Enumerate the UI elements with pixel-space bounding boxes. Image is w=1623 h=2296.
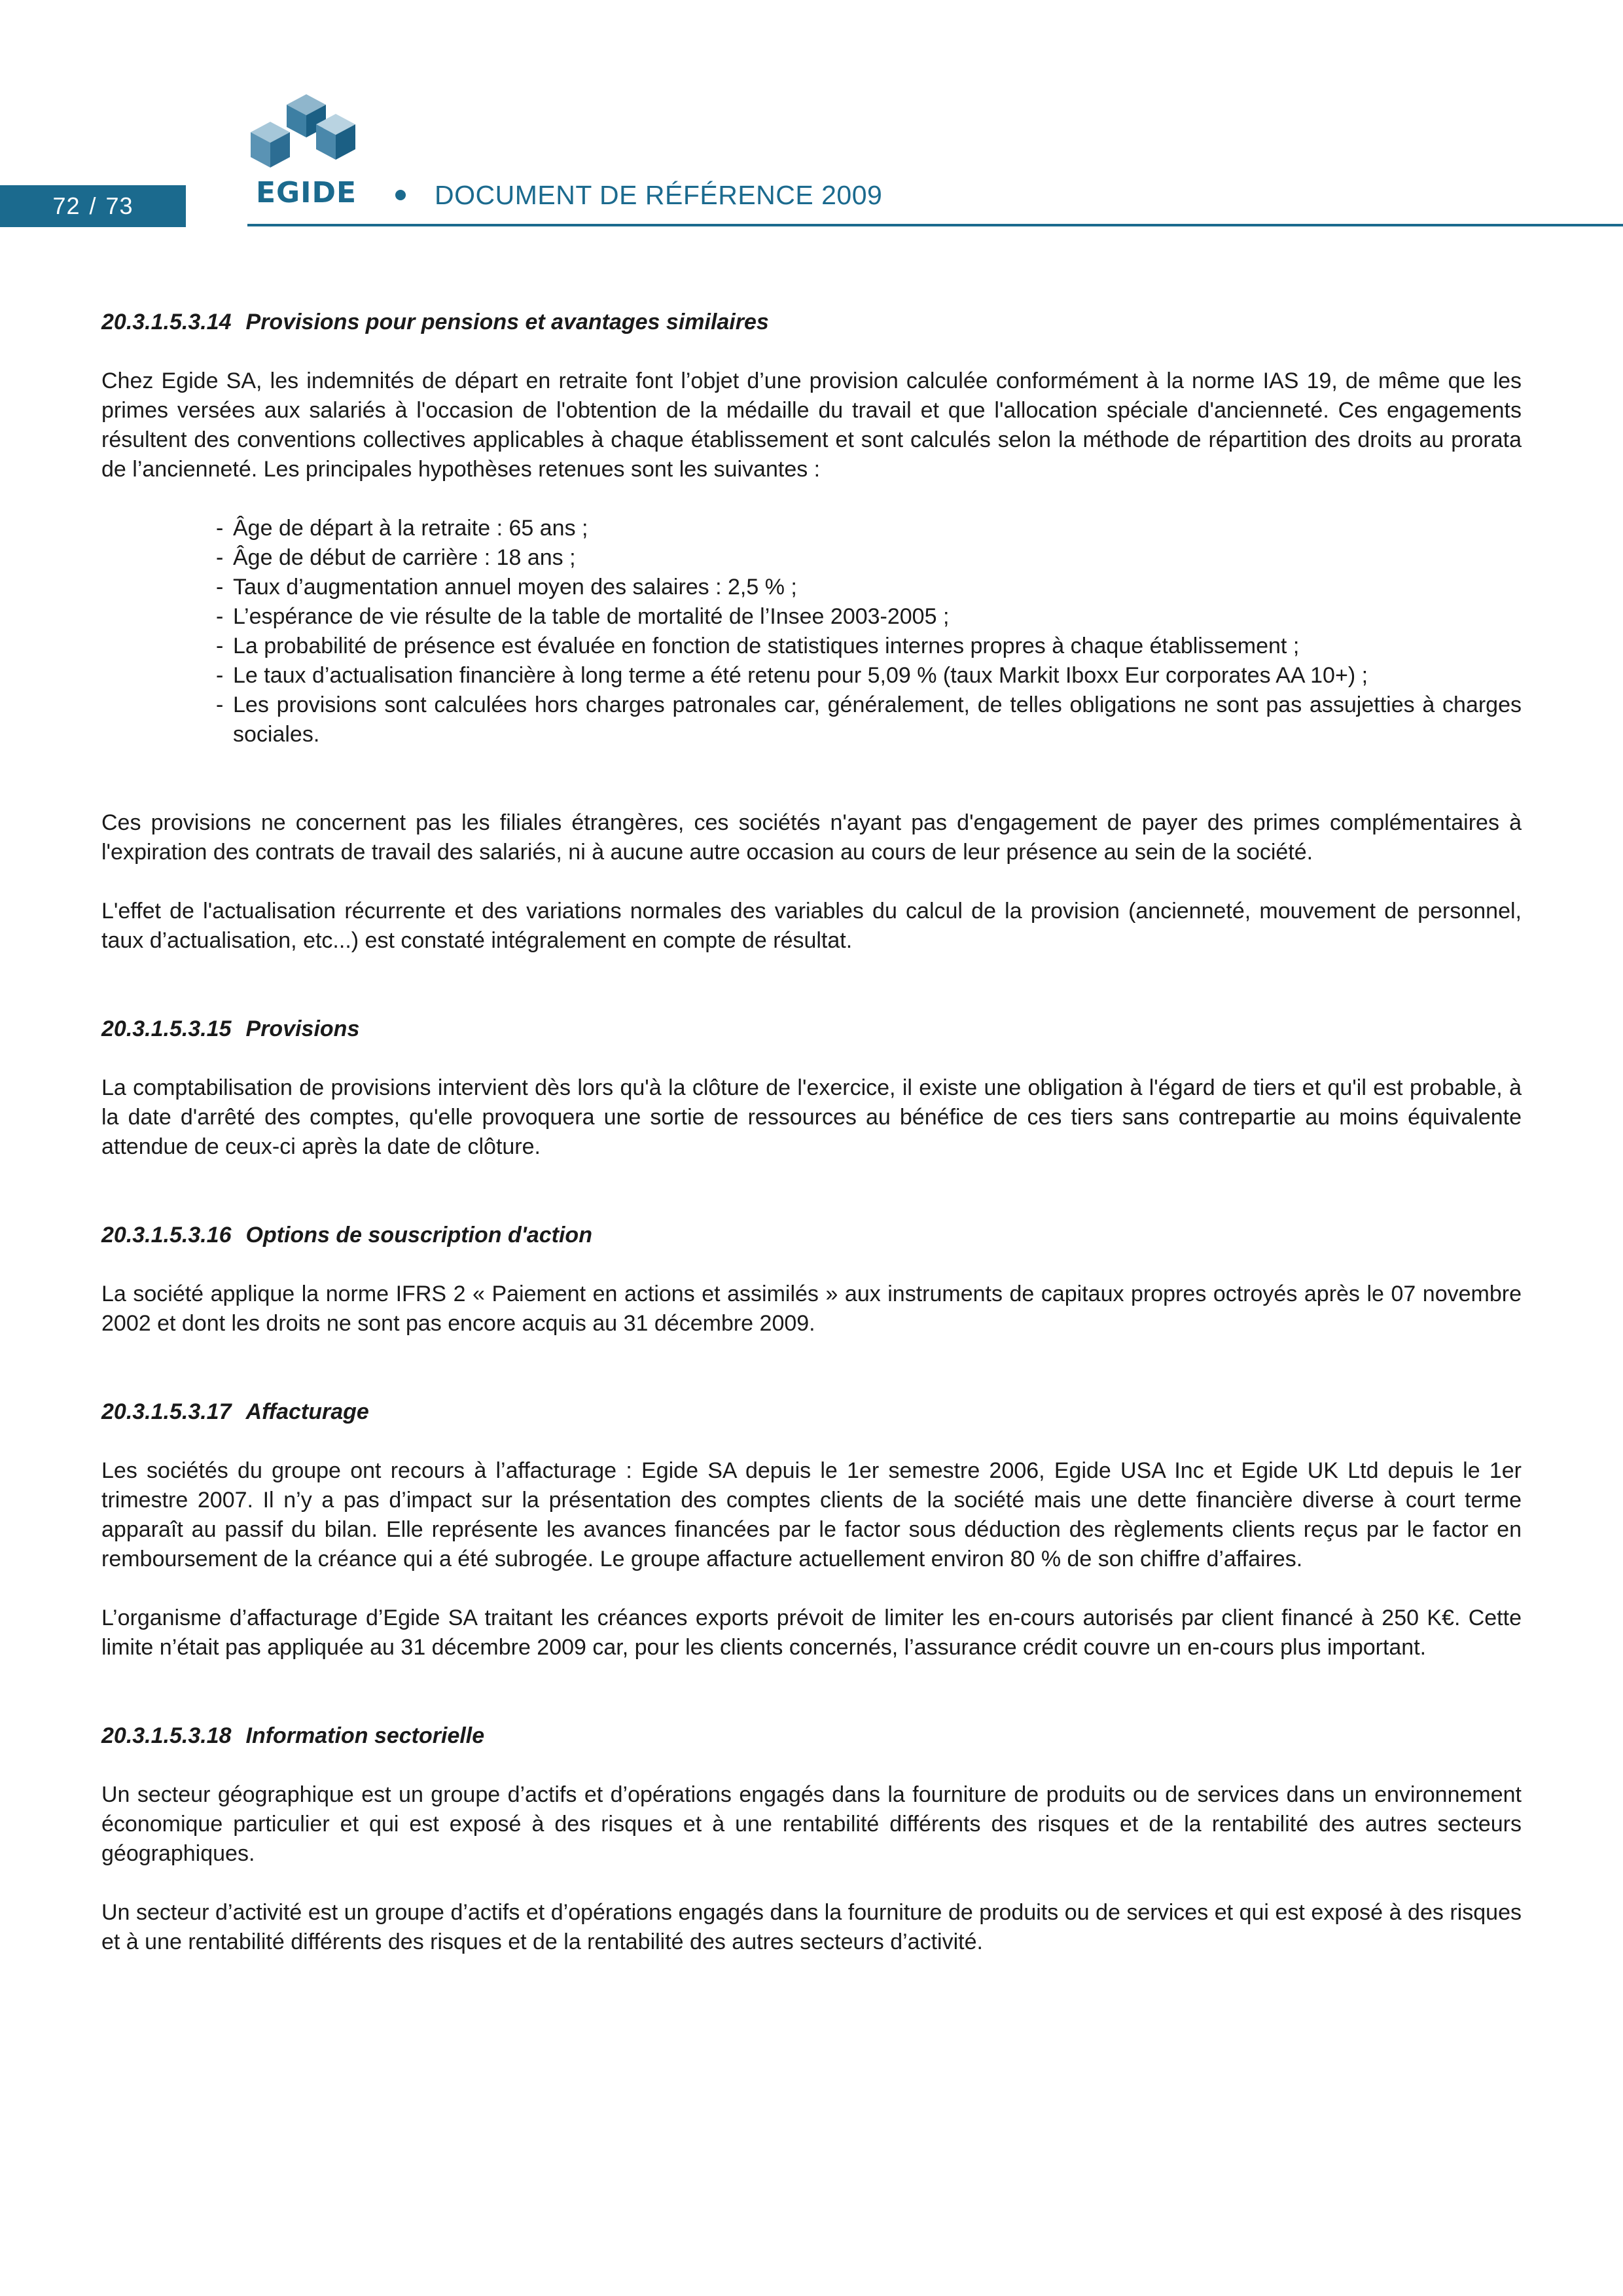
- page-current: 72: [52, 192, 80, 219]
- paragraph: Les sociétés du groupe ont recours à l’affacturage : Egide SA depuis le 1er semestre 2006, Egide USA Inc et Egide UK Ltd depuis le 1er trimestre 2007. Il n’y a pas d’impact sur la présentation des comptes clients de la société mais une dette financière diverse à court terme apparaît au passif du bilan. Elle représente les avances financées par le factor sous déduction des règlements clients reçus par le factor en remboursement de la créance qui a été subrogée. Le groupe affacture actuellement environ 80 % de son chiffre d’affaires.: [101, 1458, 1522, 1571]
- paragraph: Un secteur d’activité est un groupe d’actifs et d’opérations engagés dans la fourniture de produits ou de services et qui est exposé à des risques et à une rentabilité différents des risques et de la rentabilité des autres secteurs d’activité.: [101, 1900, 1522, 1954]
- section-number: 20.3.1.5.3.16: [101, 1223, 232, 1247]
- page-header: [0, 0, 1623, 236]
- paragraph: Un secteur géographique est un groupe d’actifs et d’opérations engagés dans la fourniture de produits ou de services dans un environnement économique particulier et qui est exposé à des risques et à une rentabilité différents des risques et de la rentabilité des autres secteurs géographiques.: [101, 1782, 1522, 1866]
- document-body: [101, 308, 1522, 1986]
- section-title: Affacturage: [245, 1399, 369, 1424]
- section-segment-information: [101, 1721, 1522, 1957]
- paragraph: Ces provisions ne concernent pas les filiales étrangères, ces sociétés n'ayant pas d'engagement de payer des primes complémentaires à l'expiration des contrats de travail des salariés, ni à aucune autre occasion au cours de leur présence au sein de la société.: [101, 810, 1522, 865]
- list-item: - Les provisions sont calculées hors charges patronales car, généralement, de telles obligations ne sont pas assujetties à charges sociales.: [216, 691, 1522, 749]
- paragraph: La comptabilisation de provisions intervient dès lors qu'à la clôture de l'exercice, il existe une obligation à l'égard de tiers et qu'il est probable, à la date d'arrêté des comptes, qu'elle provoquera une sortie de ressources au bénéfice de ces tiers sans contrepartie au moins équivalente attendue de ceux-ci après la date de clôture.: [101, 1075, 1522, 1159]
- section-number: 20.3.1.5.3.17: [101, 1399, 232, 1424]
- paragraph: L’organisme d’affacturage d’Egide SA traitant les créances exports prévoit de limiter les en-cours autorisés par client financé à 250 K€. Cette limite n’était pas appliquée au 31 décembre 2009 car, pour les clients concernés, l’assurance crédit couvre un en-cours plus important.: [101, 1605, 1522, 1660]
- section-title: Provisions: [245, 1016, 360, 1041]
- section-number: 20.3.1.5.3.15: [101, 1016, 232, 1041]
- paragraph: Chez Egide SA, les indemnités de départ en retraite font l’objet d’une provision calculée conformément à la norme IAS 19, de même que les primes versées aux salariés à l'occasion de l'obtention de la médaille du travail et que l'allocation spéciale d'ancienneté. Ces engagements résultent des conventions collectives applicables à chaque établissement et sont calculés selon la méthode de répartition des droits au prorata de l’ancienneté. Les principales hypothèses retenues sont les suivantes :: [101, 368, 1522, 482]
- document-title: DOCUMENT DE RÉFÉRENCE 2009: [435, 180, 883, 210]
- list-item: - La probabilité de présence est évaluée en fonction de statistiques internes propres à chaque établissement ;: [216, 632, 1522, 661]
- list-item: - Taux d’augmentation annuel moyen des salaires : 2,5 % ;: [216, 573, 1522, 602]
- section-title: Options de souscription d'action: [245, 1223, 592, 1247]
- section-heading: [101, 308, 1522, 337]
- section-number: 20.3.1.5.3.14: [101, 310, 232, 334]
- section-heading: [101, 1721, 1522, 1751]
- section-factoring: [101, 1397, 1522, 1662]
- section-heading: [101, 1397, 1522, 1427]
- page-total: 73: [105, 192, 134, 219]
- page-separator: /: [89, 192, 97, 219]
- paragraph: L'effet de l'actualisation récurrente et des variations normales des variables du calcul de la provision (ancienneté, mouvement de personnel, taux d’actualisation, etc...) est constaté intégralement en compte de résultat.: [101, 899, 1522, 953]
- section-pensions: [101, 308, 1522, 956]
- section-heading: [101, 1014, 1522, 1044]
- paragraph: La société applique la norme IFRS 2 « Paiement en actions et assimilés » aux instruments de capitaux propres octroyés après le 07 novembre 2002 et dont les droits ne sont pas encore acquis au 31 décembre 2009.: [101, 1282, 1522, 1336]
- page-number-tab: [0, 185, 186, 227]
- section-provisions: [101, 1014, 1522, 1162]
- bullet-dot-icon: [395, 190, 406, 200]
- section-title: Provisions pour pensions et avantages similaires: [245, 310, 769, 334]
- list-item: - Âge de début de carrière : 18 ans ;: [216, 543, 1522, 573]
- section-title: Information sectorielle: [245, 1723, 485, 1748]
- section-number: 20.3.1.5.3.18: [101, 1723, 232, 1748]
- list-item: - L’espérance de vie résulte de la table de mortalité de l’Insee 2003-2005 ;: [216, 602, 1522, 632]
- assumptions-list: [101, 514, 1522, 749]
- section-stock-options: [101, 1221, 1522, 1338]
- section-heading: [101, 1221, 1522, 1250]
- list-item: - Le taux d’actualisation financière à long terme a été retenu pour 5,09 % (taux Markit Iboxx Eur corporates AA 10+) ;: [216, 661, 1522, 691]
- header-divider: [247, 224, 1623, 226]
- logo-wordmark: EGIDE: [255, 176, 357, 209]
- list-item: - Âge de départ à la retraite : 65 ans ;: [216, 514, 1522, 543]
